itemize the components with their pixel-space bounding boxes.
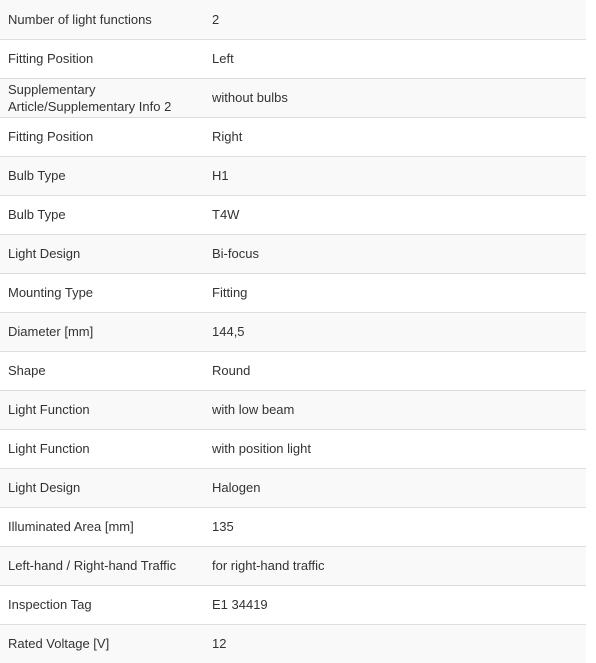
spec-label: Light Function	[0, 429, 204, 468]
spec-value: Fitting	[204, 273, 586, 312]
spec-label: Bulb Type	[0, 156, 204, 195]
spec-value: for right-hand traffic	[204, 546, 586, 585]
spec-label: Diameter [mm]	[0, 312, 204, 351]
spec-value: 2	[204, 0, 586, 39]
table-row	[0, 312, 586, 351]
table-row	[0, 117, 586, 156]
table-row	[0, 156, 586, 195]
spec-label: Light Design	[0, 468, 204, 507]
table-row	[0, 429, 586, 468]
spec-value: Round	[204, 351, 586, 390]
table-row	[0, 390, 586, 429]
table-row	[0, 39, 586, 78]
spec-label: Light Design	[0, 234, 204, 273]
table-row	[0, 351, 586, 390]
spec-value: Right	[204, 117, 586, 156]
spec-value: T4W	[204, 195, 586, 234]
table-row	[0, 273, 586, 312]
spec-label: Inspection Tag	[0, 585, 204, 624]
spec-value: Halogen	[204, 468, 586, 507]
spec-label: Light Function	[0, 390, 204, 429]
spec-label: Fitting Position	[0, 117, 204, 156]
spec-value: 144,5	[204, 312, 586, 351]
spec-value: Left	[204, 39, 586, 78]
spec-label: Mounting Type	[0, 273, 204, 312]
table-row	[0, 507, 586, 546]
table-row	[0, 468, 586, 507]
spec-label: Fitting Position	[0, 39, 204, 78]
table-row	[0, 195, 586, 234]
spec-value: with low beam	[204, 390, 586, 429]
spec-value: with position light	[204, 429, 586, 468]
table-row	[0, 78, 586, 117]
table-row	[0, 0, 586, 39]
spec-value: Bi-focus	[204, 234, 586, 273]
spec-label: Supplementary Article/Supplementary Info 2	[0, 78, 204, 117]
spec-label: Rated Voltage [V]	[0, 624, 204, 663]
table-row	[0, 546, 586, 585]
table-row	[0, 624, 586, 663]
spec-value: 135	[204, 507, 586, 546]
spec-value: E1 34419	[204, 585, 586, 624]
spec-label: Number of light functions	[0, 0, 204, 39]
spec-label: Illuminated Area [mm]	[0, 507, 204, 546]
spec-value: H1	[204, 156, 586, 195]
spec-value: 12	[204, 624, 586, 663]
table-row	[0, 585, 586, 624]
spec-label: Left-hand / Right-hand Traffic	[0, 546, 204, 585]
spec-value: without bulbs	[204, 78, 586, 117]
spec-label: Bulb Type	[0, 195, 204, 234]
spec-label: Shape	[0, 351, 204, 390]
table-row	[0, 234, 586, 273]
